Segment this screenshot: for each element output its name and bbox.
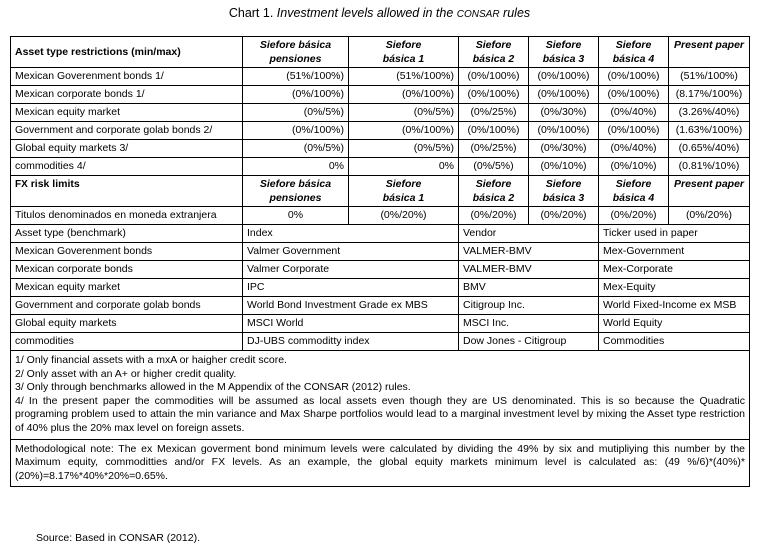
restriction-cell: (0%/100%)	[599, 68, 669, 86]
restriction-cell: (0%/100%)	[349, 86, 459, 104]
fx-section	[11, 176, 750, 225]
col-header: Siefore básica pensiones	[243, 176, 349, 207]
notes-row	[11, 351, 750, 440]
benchmark-cell: commodities	[11, 333, 243, 351]
benchmark-cell: World Fixed-Income ex MSB	[599, 297, 750, 315]
title-prefix: Chart 1.	[228, 6, 274, 20]
restriction-cell: (0%/40%)	[599, 140, 669, 158]
benchmark-cell: MSCI Inc.	[459, 315, 599, 333]
restriction-row	[11, 68, 750, 86]
row-label: Global equity markets 3/	[11, 140, 243, 158]
benchmark-cell: Global equity markets	[11, 315, 243, 333]
investment-levels-table	[10, 36, 750, 487]
col-header: Siefore básica pensiones	[243, 37, 349, 68]
restriction-cell: (0%/100%)	[529, 68, 599, 86]
restriction-cell: (0%/30%)	[529, 140, 599, 158]
fx-header-sc: FX	[15, 179, 28, 190]
col-header: Siefore básica 4	[599, 176, 669, 207]
restriction-cell: (0%/30%)	[529, 104, 599, 122]
fx-row	[11, 207, 750, 225]
benchmark-cell: World Equity	[599, 315, 750, 333]
restriction-cell: (3.26%/40%)	[669, 104, 750, 122]
restriction-cell: (0.81%/10%)	[669, 158, 750, 176]
fx-header-rest: risk limits	[30, 178, 80, 190]
restriction-cell: (0%/5%)	[349, 104, 459, 122]
chart-title	[0, 6, 759, 20]
restriction-cell: (0%/10%)	[599, 158, 669, 176]
benchmark-cell: Valmer Corporate	[243, 261, 459, 279]
benchmark-row	[11, 297, 750, 315]
benchmark-row	[11, 261, 750, 279]
restriction-cell: (0.65%/40%)	[669, 140, 750, 158]
benchmark-cell: VALMER-BMV	[459, 243, 599, 261]
restrictions-section	[11, 37, 750, 176]
restriction-cell: (0%/100%)	[599, 122, 669, 140]
col-header: Siefore básica 1	[349, 176, 459, 207]
restriction-cell: (0%/100%)	[243, 86, 349, 104]
benchmark-header: Asset type (benchmark)	[11, 225, 243, 243]
benchmark-header: Ticker used in paper	[599, 225, 750, 243]
benchmark-cell: MSCI World	[243, 315, 459, 333]
benchmark-header: Vendor	[459, 225, 599, 243]
restriction-cell: (0%/5%)	[243, 140, 349, 158]
row-label: commodities 4/	[11, 158, 243, 176]
benchmark-section	[11, 225, 750, 351]
restriction-row	[11, 104, 750, 122]
fx-header	[11, 176, 243, 207]
fx-row-label: Titulos denominados en moneda extranjera	[11, 207, 243, 225]
restriction-cell: (0%/25%)	[459, 140, 529, 158]
benchmark-cell: Government and corporate golab bonds	[11, 297, 243, 315]
benchmark-cell: Mexican corporate bonds	[11, 261, 243, 279]
col-header: Siefore básica 2	[459, 176, 529, 207]
col-header: Siefore básica 3	[529, 176, 599, 207]
restriction-cell: (1.63%/100%)	[669, 122, 750, 140]
fx-header-row	[11, 176, 750, 207]
restriction-row	[11, 140, 750, 158]
restriction-cell: (51%/100%)	[243, 68, 349, 86]
benchmark-cell: Mex-Government	[599, 243, 750, 261]
title-consar: CONSAR	[456, 9, 500, 20]
restriction-cell: (0%/100%)	[599, 86, 669, 104]
col-header: Siefore básica 4	[599, 37, 669, 68]
benchmark-cell: Dow Jones - Citigroup	[459, 333, 599, 351]
benchmark-row	[11, 243, 750, 261]
restrictions-header-row	[11, 37, 750, 68]
methodology-row	[11, 439, 750, 487]
methodology-note: Methodological note: The ex Mexican goverment bond minimum levels were calculated by dividing the 49% by six and mutipliying this number by the Maximum equity, commoditties and/or FX levels. As an example, the global equity markets minimum level is calculated as: (49 %/6)*(40%)*(20%)=8.17%*40%*20%=0.65%.	[11, 439, 750, 487]
title-italic-a: Investment levels allowed in the	[276, 6, 454, 20]
restrictions-header: Asset type restrictions (min/max)	[11, 37, 243, 68]
restriction-cell: (51%/100%)	[349, 68, 459, 86]
benchmark-cell: VALMER-BMV	[459, 261, 599, 279]
fx-cell: (0%/20%)	[459, 207, 529, 225]
fx-cell: 0%	[243, 207, 349, 225]
restriction-cell: (0%/40%)	[599, 104, 669, 122]
notes-section	[11, 351, 750, 487]
footnote: 3/ Only through benchmarks allowed in the M Appendix of the CONSAR (2012) rules.	[15, 381, 411, 394]
benchmark-cell: Mexican equity market	[11, 279, 243, 297]
restriction-row	[11, 158, 750, 176]
source-note: Source: Based in CONSAR (2012).	[36, 532, 200, 544]
col-header: Siefore básica 3	[529, 37, 599, 68]
fx-cell: (0%/20%)	[349, 207, 459, 225]
col-header: Siefore básica 1	[349, 37, 459, 68]
restriction-cell: (8.17%/100%)	[669, 86, 750, 104]
benchmark-cell: Mex-Equity	[599, 279, 750, 297]
benchmark-cell: Commodities	[599, 333, 750, 351]
restriction-cell: (0%/100%)	[349, 122, 459, 140]
restriction-cell: (0%/5%)	[243, 104, 349, 122]
benchmark-cell: IPC	[243, 279, 459, 297]
benchmark-cell: Mexican Goverenment bonds	[11, 243, 243, 261]
benchmark-row	[11, 315, 750, 333]
benchmark-row	[11, 279, 750, 297]
restriction-cell: (51%/100%)	[669, 68, 750, 86]
restriction-cell: (0%/5%)	[349, 140, 459, 158]
footnote: 1/ Only financial assets with a mxA or haigher credit score.	[15, 354, 287, 366]
fx-cell: (0%/20%)	[529, 207, 599, 225]
benchmark-header-row	[11, 225, 750, 243]
benchmark-row	[11, 333, 750, 351]
restriction-cell: (0%/10%)	[529, 158, 599, 176]
col-header: Present paper	[669, 37, 750, 68]
fx-cell: (0%/20%)	[599, 207, 669, 225]
restriction-cell: (0%/25%)	[459, 104, 529, 122]
footnote: 4/ In the present paper the commodities will be assumed as local assets even though they are US denominated. This is so because the Quadratic programing problem used to attain the min variance and Max Sharpe portfolios would lead to a marginal investment level by mixing the Asset type restriction of 40% plus the 20% max level on foreign assets.	[15, 394, 745, 434]
restriction-cell: 0%	[243, 158, 349, 176]
footnotes	[11, 351, 750, 440]
footnote: 2/ Only asset with an A+ or higher credit quality.	[15, 367, 237, 380]
restriction-cell: (0%/100%)	[243, 122, 349, 140]
restriction-cell: (0%/100%)	[459, 86, 529, 104]
row-label: Mexican corporate bonds 1/	[11, 86, 243, 104]
benchmark-cell: BMV	[459, 279, 599, 297]
row-label: Mexican equity market	[11, 104, 243, 122]
title-italic-b: rules	[503, 6, 531, 20]
restriction-cell: (0%/5%)	[459, 158, 529, 176]
benchmark-cell: Mex-Corporate	[599, 261, 750, 279]
fx-cell: (0%/20%)	[669, 207, 750, 225]
restriction-cell: 0%	[349, 158, 459, 176]
benchmark-cell: DJ-UBS commoditty index	[243, 333, 459, 351]
benchmark-header: Index	[243, 225, 459, 243]
col-header: Siefore básica 2	[459, 37, 529, 68]
restriction-cell: (0%/100%)	[459, 122, 529, 140]
row-label: Government and corporate golab bonds 2/	[11, 122, 243, 140]
row-label: Mexican Goverenment bonds 1/	[11, 68, 243, 86]
restriction-row	[11, 122, 750, 140]
restriction-cell: (0%/100%)	[529, 86, 599, 104]
restriction-row	[11, 86, 750, 104]
restriction-cell: (0%/100%)	[529, 122, 599, 140]
benchmark-cell: Valmer Government	[243, 243, 459, 261]
restriction-cell: (0%/100%)	[459, 68, 529, 86]
benchmark-cell: World Bond Investment Grade ex MBS	[243, 297, 459, 315]
benchmark-cell: Citigroup Inc.	[459, 297, 599, 315]
col-header: Present paper	[669, 176, 750, 207]
